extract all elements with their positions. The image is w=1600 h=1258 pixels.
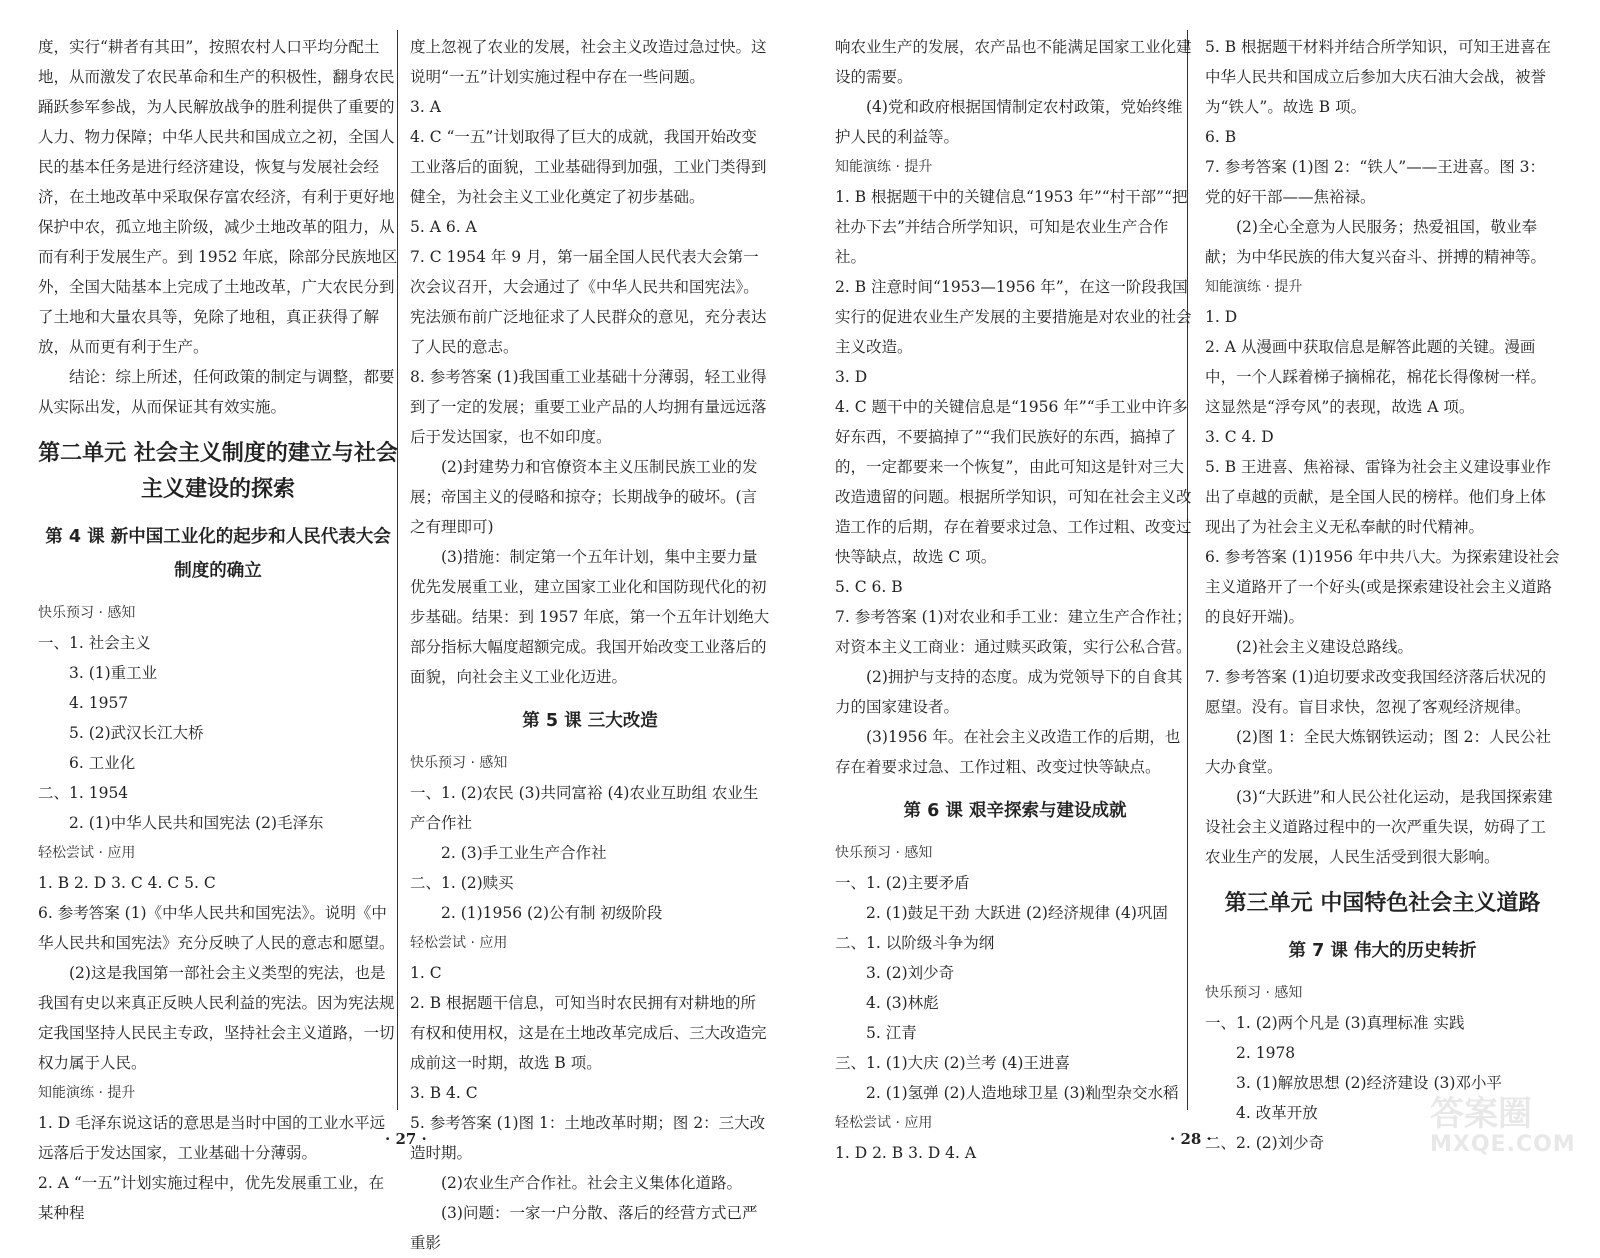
- lesson-heading: 第 7 课 伟大的历史转折: [1288, 941, 1477, 961]
- answer-line-indented: 3. (2)刘少奇: [866, 964, 955, 982]
- answer-line: 一、1. (2)两个凡是 (3)真理标准 实践: [1205, 1014, 1465, 1032]
- answer-line: 三、1. (1)大庆 (2)兰考 (4)王进喜: [835, 1054, 1070, 1072]
- answer-line: 4. C 题干中的关键信息是“1956 年”“手工业中许多好东西，不要搞掉了”“我们民族好的东西，搞掉了的，一定都要来一个恢复”，由此可知这是针对三大改造遗留的问题。根据所学知识，可知在社会主义改造工作的后期，存在着要求过急、工作过粗、改变过快等缺点，故选 C 项。: [835, 398, 1192, 566]
- answer-line: 4. C “一五”计划取得了巨大的成就，我国开始改变工业落后的面貌，工业基础得到加强，工业门类得到健全，为社会主义工业化奠定了初步基础。: [410, 128, 767, 206]
- section-label: 快乐预习 · 感知: [835, 845, 933, 861]
- section-label: 快乐预习 · 感知: [410, 755, 508, 771]
- answer-line-indented: 4. 1957: [69, 694, 129, 712]
- section-label: 知能演练 · 提升: [835, 159, 933, 175]
- answer-line: 5. C 6. B: [835, 578, 903, 596]
- answer-line: 6. 参考答案 (1)1956 年中共八大。为探索建设社会主义道路开了一个好头(或是探索建设社会主义道路的良好开端)。: [1205, 548, 1560, 626]
- answer-line: 1. B 2. D 3. C 4. C 5. C: [38, 874, 216, 892]
- answer-line-indented: (2)社会主义建设总路线。: [1236, 638, 1413, 656]
- section-label: 知能演练 · 提升: [1205, 279, 1303, 295]
- section-label: 轻松尝试 · 应用: [38, 845, 136, 861]
- answer-line-indented: (2)这是我国第一部社会主义类型的宪法，也是我国有史以来真正反映人民利益的宪法。因为宪法规定我国坚持人民民主专政，坚持社会主义道路，一切权力属于人民。: [38, 964, 395, 1072]
- answer-line-indented: (3)措施：制定第一个五年计划，集中主要力量优先发展重工业，建立国家工业化和国防现代化的初步基础。结果：到 1957 年底，第一个五年计划绝大部分指标大幅度超额完成。我国开始改变工业落后的面貌，向社会主义工业化迈进。: [410, 548, 770, 686]
- answer-line: 3. A: [410, 98, 441, 116]
- answer-line: 3. C 4. D: [1205, 428, 1274, 446]
- answer-line: 5. B 王进喜、焦裕禄、雷锋为社会主义建设事业作出了卓越的贡献，是全国人民的榜样。他们身上体现出了为社会主义无私奉献的时代精神。: [1205, 458, 1552, 536]
- answer-line-indented: 2. (1)1956 (2)公有制 初级阶段: [441, 904, 663, 922]
- answer-line-indented: 2. (3)手工业生产合作社: [441, 844, 607, 862]
- column-3: [835, 32, 1195, 1168]
- answer-line: 6. 参考答案 (1)《中华人民共和国宪法》。说明《中华人民共和国宪法》充分反映了人民的意志和愿望。: [38, 904, 395, 952]
- answer-line-indented: 5. (2)武汉长江大桥: [69, 724, 204, 742]
- answer-line: 二、2. (2)刘少奇: [1205, 1134, 1325, 1152]
- answer-line-indented: 3. (1)重工业: [69, 664, 158, 682]
- watermark-line-1: 答案圈: [1430, 1094, 1532, 1134]
- answer-line: 二、1. (2)赎买: [410, 874, 514, 892]
- answer-line-indented: (2)全心全意为人民服务；热爱祖国，敬业奉献；为中华民族的伟大复兴奋斗、拼搏的精神等。: [1205, 218, 1547, 266]
- section-label: 知能演练 · 提升: [38, 1085, 136, 1101]
- answer-line-indented: 2. (1)氢弹 (2)人造地球卫星 (3)籼型杂交水稻: [866, 1084, 1179, 1102]
- answer-line: 7. 参考答案 (1)图 2：“铁人”——王进喜。图 3：党的好干部——焦裕禄。: [1205, 158, 1546, 206]
- answer-line: 8. 参考答案 (1)我国重工业基础十分薄弱，轻工业得到了一定的发展；重要工业产品的人均拥有量远远落后于发达国家，也不如印度。: [410, 368, 767, 446]
- answer-line: 5. A 6. A: [410, 218, 477, 236]
- answer-line: 二、1. 1954: [38, 784, 129, 802]
- answer-line: 7. C 1954 年 9 月，第一届全国人民代表大会第一次会议召开，大会通过了《中华人民共和国宪法》。宪法颁布前广泛地征求了人民群众的意见，充分表达了人民的意志。: [410, 248, 767, 356]
- answer-line: 一、1. (2)农民 (3)共同富裕 (4)农业互助组 农业生产合作社: [410, 784, 759, 832]
- answer-line: 响农业生产的发展，农产品也不能满足国家工业化建设的需要。: [835, 38, 1192, 86]
- answer-line: 5. B 根据题干材料并结合所学知识，可知王进喜在中华人民共和国成立后参加大庆石油大会战，被誉为“铁人”。故选 B 项。: [1205, 38, 1552, 116]
- answer-line: 二、1. 以阶级斗争为纲: [835, 934, 995, 952]
- answer-line-indented: 2. (1)鼓足干劲 大跃进 (2)经济规律 (4)巩固: [866, 904, 1168, 922]
- answer-line-indented: (2)拥护与支持的态度。成为党领导下的自食其力的国家建设者。: [835, 668, 1183, 716]
- answer-line: 2. B 根据题干信息，可知当时农民拥有对耕地的所有权和使用权，这是在土地改革完成后、三大改造完成前这一时期，故选 B 项。: [410, 994, 767, 1072]
- lesson-heading: 第 4 课 新中国工业化的起步和人民代表大会制度的确立: [45, 527, 391, 581]
- section-label: 轻松尝试 · 应用: [835, 1115, 933, 1131]
- answer-line-indented: (3)“大跃进”和人民公社化运动，是我国探索建设社会主义道路过程中的一次严重失误，妨碍了工农业生产的发展，人民生活受到很大影响。: [1205, 788, 1553, 866]
- lesson-heading: 第 5 课 三大改造: [522, 711, 658, 731]
- answer-line-indented: (2)图 1：全民大炼钢铁运动；图 2：人民公社大办食堂。: [1205, 728, 1552, 776]
- unit-heading: 第三单元 中国特色社会主义道路: [1224, 891, 1541, 916]
- answer-line-indented: 4. (3)林彪: [866, 994, 939, 1012]
- answer-line: 6. B: [1205, 128, 1237, 146]
- answer-line-indented: 3. (1)解放思想 (2)经济建设 (3)邓小平: [1236, 1074, 1502, 1092]
- page-number-right: · 28 ·: [1170, 1130, 1212, 1148]
- answer-line-indented: (3)问题：一家一户分散、落后的经营方式已严重影: [410, 1204, 758, 1252]
- answer-line: 1. C: [410, 964, 442, 982]
- answer-line: 7. 参考答案 (1)迫切要求改变我国经济落后状况的愿望。没有。盲目求快，忽视了客观经济规律。: [1205, 668, 1547, 716]
- column-2: [410, 32, 770, 1258]
- lesson-heading: 第 6 课 艰辛探索与建设成就: [903, 801, 1127, 821]
- section-label: 快乐预习 · 感知: [1205, 985, 1303, 1001]
- answer-line: 3. D: [835, 368, 868, 386]
- watermark-line-2: MXQE.COM: [1430, 1132, 1576, 1157]
- answer-line-indented: 2. 1978: [1236, 1044, 1296, 1062]
- answer-line-indented: (4)党和政府根据国情制定农村政策，党始终维护人民的利益等。: [835, 98, 1183, 146]
- section-label: 轻松尝试 · 应用: [410, 935, 508, 951]
- answer-line: 3. B 4. C: [410, 1084, 478, 1102]
- answer-line: 2. A 从漫画中获取信息是解答此题的关键。漫画中，一个人踩着梯子摘棉花，棉花长得像树一样。这显然是“浮夸风”的表现，故选 A 项。: [1205, 338, 1547, 416]
- answer-line: 1. D 毛泽东说这话的意思是当时中国的工业水平远远落后于发达国家，工业基础十分薄弱。: [38, 1114, 386, 1162]
- answer-line: 2. B 注意时间“1953—1956 年”，在这一阶段我国实行的促进农业生产发展的主要措施是对农业的社会主义改造。: [835, 278, 1192, 356]
- answer-line-indented: (2)农业生产合作社。社会主义集体化道路。: [441, 1174, 742, 1192]
- watermark-logo: [1430, 1094, 1576, 1165]
- answer-line-indented: 结论：综上所述，任何政策的制定与调整，都要从实际出发，从而保证其有效实施。: [38, 368, 395, 416]
- answer-line: 2. A “一五”计划实施过程中，优先发展重工业，在某种程: [38, 1174, 385, 1222]
- section-label: 快乐预习 · 感知: [38, 605, 136, 621]
- answer-line: 度上忽视了农业的发展，社会主义改造过急过快。这说明“一五”计划实施过程中存在一些问题。: [410, 38, 767, 86]
- answer-line: 7. 参考答案 (1)对农业和手工业：建立生产合作社；对资本主义工商业：通过赎买政策，实行公私合营。: [835, 608, 1192, 656]
- answer-line: 1. D: [1205, 308, 1238, 326]
- answer-line: 5. 参考答案 (1)图 1：土地改革时期；图 2：三大改造时期。: [410, 1114, 766, 1162]
- answer-line: 一、1. 社会主义: [38, 634, 151, 652]
- answer-line: 1. D 2. B 3. D 4. A: [835, 1144, 977, 1162]
- page-number-left: · 27 ·: [385, 1130, 427, 1148]
- answer-line-indented: (3)1956 年。在社会主义改造工作的后期，也存在着要求过急、工作过粗、改变过快等缺点。: [835, 728, 1181, 776]
- answer-line-indented: 6. 工业化: [69, 754, 136, 772]
- column-1: [38, 32, 398, 1228]
- answer-line: 1. B 根据题干中的关键信息“1953 年”“村干部”“把社办下去”并结合所学知识，可知是农业生产合作社。: [835, 188, 1188, 266]
- answer-line: 度，实行“耕者有其田”，按照农村人口平均分配土地，从而激发了农民革命和生产的积极性，翻身农民踊跃参军参战，为人民解放战争的胜利提供了重要的人力、物力保障；中华人民共和国成立之初，全国人民的基本任务是进行经济建设，恢复与发展社会经济，在土地改革中采取保存富农经济，有利于更好地保护中农，孤立地主阶级，减少土地改革的阻力，从而有利于发展生产。到 1952 年底，除部分民族地区外，全国大陆基本上完成了土地改革，广大农民分到了土地和大量农具等，免除了地租，真正获得了解放，从而更有利于生产。: [38, 38, 398, 356]
- column-4: [1205, 32, 1560, 1158]
- unit-heading: 第二单元 社会主义制度的建立与社会主义建设的探索: [38, 441, 398, 502]
- answer-line: 一、1. (2)主要矛盾: [835, 874, 970, 892]
- answer-line-indented: 2. (1)中华人民共和国宪法 (2)毛泽东: [69, 814, 324, 832]
- answer-line-indented: 4. 改革开放: [1236, 1104, 1318, 1122]
- answer-line-indented: 5. 江青: [866, 1024, 917, 1042]
- answer-line-indented: (2)封建势力和官僚资本主义压制民族工业的发展；帝国主义的侵略和掠夺；长期战争的破坏。(言之有理即可): [410, 458, 758, 536]
